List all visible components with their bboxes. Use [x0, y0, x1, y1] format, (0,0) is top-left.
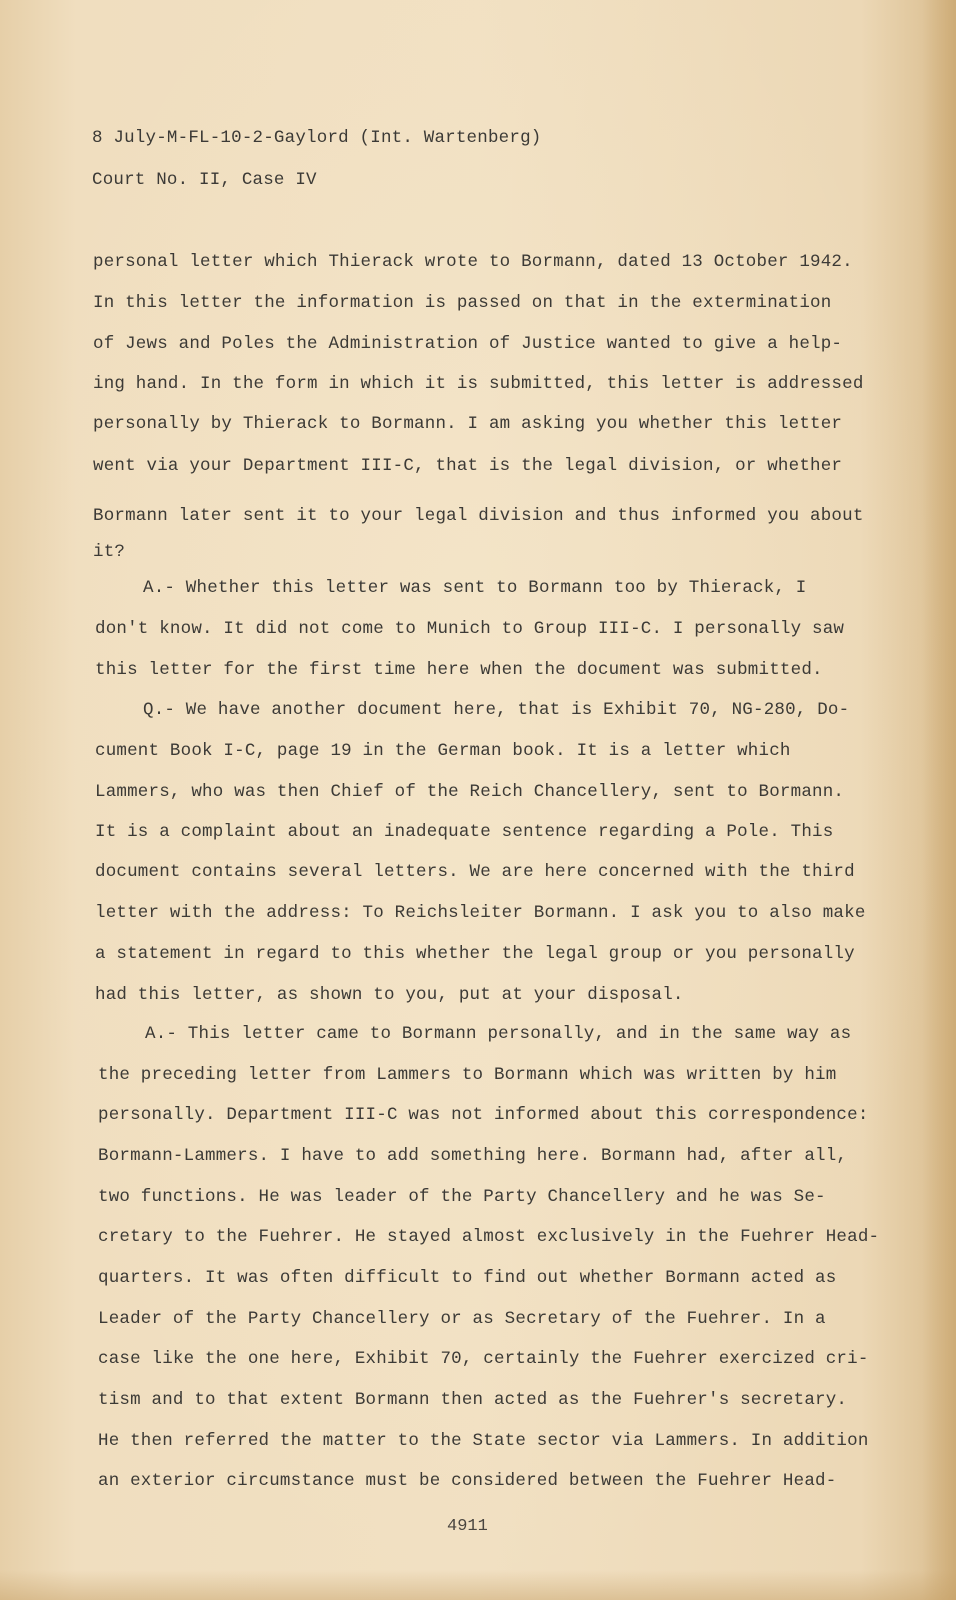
body-line: had this letter, as shown to you, put at your disposal. [95, 985, 684, 1005]
body-line: Bormann-Lammers. I have to add something here. Bormann had, after all, [98, 1146, 848, 1166]
body-line: of Jews and Poles the Administration of Justice wanted to give a help- [93, 334, 843, 354]
body-line: two functions. He was leader of the Party Chancellery and he was Se- [98, 1187, 826, 1207]
body-line: don't know. It did not come to Munich to Group III-C. I personally saw [95, 619, 845, 639]
body-line: He then referred the matter to the State sector via Lammers. In addition [98, 1431, 869, 1451]
body-line: went via your Department III-C, that is the legal division, or whether [93, 456, 843, 476]
body-line: ing hand. In the form in which it is submitted, this letter is addressed [93, 374, 864, 394]
body-line: cument Book I-C, page 19 in the German book. It is a letter which [95, 741, 791, 761]
body-line: It is a complaint about an inadequate sentence regarding a Pole. This [95, 822, 834, 842]
body-line: an exterior circumstance must be considered between the Fuehrer Head- [98, 1471, 837, 1491]
body-line: Leader of the Party Chancellery or as Secretary of the Fuehrer. In a [98, 1309, 826, 1329]
body-line: Bormann later sent it to your legal division and thus informed you about [93, 506, 864, 526]
question-line: Q.- We have another document here, that is Exhibit 70, NG-280, Do- [143, 700, 850, 720]
body-line: it? [93, 542, 126, 562]
answer-line: A.- Whether this letter was sent to Bormann too by Thierack, I [143, 578, 807, 598]
body-line: personally by Thierack to Bormann. I am asking you whether this letter [93, 414, 843, 434]
body-line: personal letter which Thierack wrote to Bormann, dated 13 October 1942. [93, 252, 853, 272]
header-reference: 8 July-M-FL-10-2-Gaylord (Int. Wartenberg) [92, 128, 542, 148]
body-line: this letter for the first time here when the document was submitted. [95, 660, 823, 680]
body-line: In this letter the information is passed on that in the extermination [93, 293, 832, 313]
paper-edge-shadow [922, 0, 956, 1600]
page-number: 4911 [447, 1517, 488, 1536]
body-line: document contains several letters. We are here concerned with the third [95, 862, 855, 882]
body-line: case like the one here, Exhibit 70, certainly the Fuehrer exercized cri- [98, 1349, 869, 1369]
header-court: Court No. II, Case IV [92, 170, 317, 190]
answer-line: A.- This letter came to Bormann personally, and in the same way as [145, 1024, 852, 1044]
paper-bottom-shadow [0, 1570, 956, 1600]
body-line: letter with the address: To Reichsleiter Bormann. I ask you to also make [95, 903, 866, 923]
body-line: Lammers, who was then Chief of the Reich Chancellery, sent to Bormann. [95, 782, 845, 802]
body-line: cretary to the Fuehrer. He stayed almost exclusively in the Fuehrer Head- [98, 1227, 880, 1247]
body-line: tism and to that extent Bormann then acted as the Fuehrer's secretary. [98, 1390, 848, 1410]
body-line: quarters. It was often difficult to find out whether Bormann acted as [98, 1268, 837, 1288]
body-line: a statement in regard to this whether the legal group or you personally [95, 944, 855, 964]
body-line: the preceding letter from Lammers to Bormann which was written by him [98, 1065, 837, 1085]
body-line: personally. Department III-C was not informed about this correspondence: [98, 1105, 869, 1125]
